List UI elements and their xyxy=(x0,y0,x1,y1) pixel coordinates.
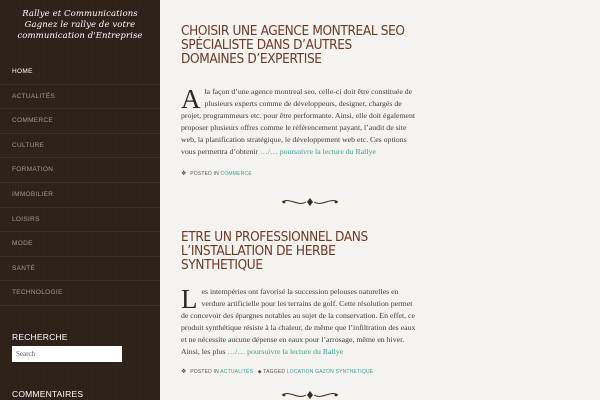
read-more-link[interactable]: …/… poursuivre la lecture du Rallye xyxy=(260,147,376,156)
article-meta xyxy=(181,170,591,177)
tagged-label: TAGGED xyxy=(263,369,286,375)
excerpt-text: es intempéries ont favorisé la succession pelouses naturelles en verdure artificielle pour les terrains de golf. Cette résolution permet de concevoir des épargnes notables au sujet de la conservation. En effet, ce produit synthétique résiste à la chaleur, de même que l’infiltration des eaux et ne nécessite aucune dépense en eaux pour l’arrosage, même en hiver. Ainsi, les plus xyxy=(181,287,416,356)
main-content xyxy=(160,0,600,400)
site-title[interactable] xyxy=(0,0,160,42)
article-1 xyxy=(181,24,591,177)
site-title-line-1: Rallye et Communications xyxy=(22,9,138,19)
search-widget-title: RECHERCHE xyxy=(12,332,68,342)
nav-item-sante[interactable]: SANTÉ xyxy=(0,257,160,282)
read-more-link[interactable]: …/… poursuivre la lecture du Rallye xyxy=(227,347,344,356)
nav-item-technologie[interactable]: TECHNOLOGIE xyxy=(0,281,160,306)
article-2 xyxy=(181,230,591,375)
ornament-divider-icon xyxy=(280,388,340,400)
nav-item-immobilier[interactable]: IMMOBILIER xyxy=(0,183,160,208)
article-title[interactable]: ETRE UN PROFESSIONNEL DANS L’INSTALLATION DE HERBE SYNTHETIQUE xyxy=(181,229,368,273)
article-meta xyxy=(181,368,591,375)
tag-icon: ◆ xyxy=(257,369,262,375)
tag-link[interactable]: LOCATION GAZON SYNTHETIQUE xyxy=(286,369,374,375)
search-input[interactable] xyxy=(12,346,122,362)
category-link[interactable]: COMMERCE xyxy=(220,171,252,177)
ornament-divider-icon xyxy=(280,195,340,209)
site-title-line-3: communication d'Entreprise xyxy=(17,31,143,41)
posted-in-label: POSTED IN xyxy=(190,171,219,177)
category-link[interactable]: ACTUALITÉS xyxy=(220,369,254,375)
nav-item-culture[interactable]: CULTURE xyxy=(0,134,160,159)
dropcap: L xyxy=(181,284,198,314)
nav-item-actualites[interactable]: ACTUALITÉS xyxy=(0,85,160,110)
sidebar xyxy=(0,0,160,400)
excerpt-text: la façon d’une agence montreal seo, celle-ci doit être constituée de plusieurs experts comme de développeurs, designer, chargés de projet, programmeurs etc. pour être performante. Ainsi, elle doit également proposer plusieurs offres comme le référencement payant, l’audit de site web, la planification stratégique, le développement web etc. Ces options vous permettra d’obtenir xyxy=(181,87,416,156)
main-navigation xyxy=(0,60,160,306)
comments-widget-title: COMMENTAIRES xyxy=(12,389,84,399)
posted-in-label: POSTED IN xyxy=(190,369,219,375)
site-title-line-2: Gagnez le rallye de votre xyxy=(24,20,136,30)
nav-item-loisirs[interactable]: LOISIRS xyxy=(0,208,160,233)
nav-item-mode[interactable]: MODE xyxy=(0,232,160,257)
article-excerpt xyxy=(181,86,417,158)
dropcap: A xyxy=(181,84,201,114)
folder-icon: ❖ xyxy=(181,369,187,375)
nav-item-commerce[interactable]: COMMERCE xyxy=(0,109,160,134)
nav-item-home[interactable]: HOME xyxy=(0,60,160,85)
article-title[interactable]: CHOISIR UNE AGENCE MONTREAL SEO SPÉCIALISTE DANS D’AUTRES DOMAINES D’EXPERTISE xyxy=(181,23,405,67)
article-excerpt xyxy=(181,286,417,358)
folder-icon: ❖ xyxy=(181,171,187,177)
nav-item-formation[interactable]: FORMATION xyxy=(0,158,160,183)
